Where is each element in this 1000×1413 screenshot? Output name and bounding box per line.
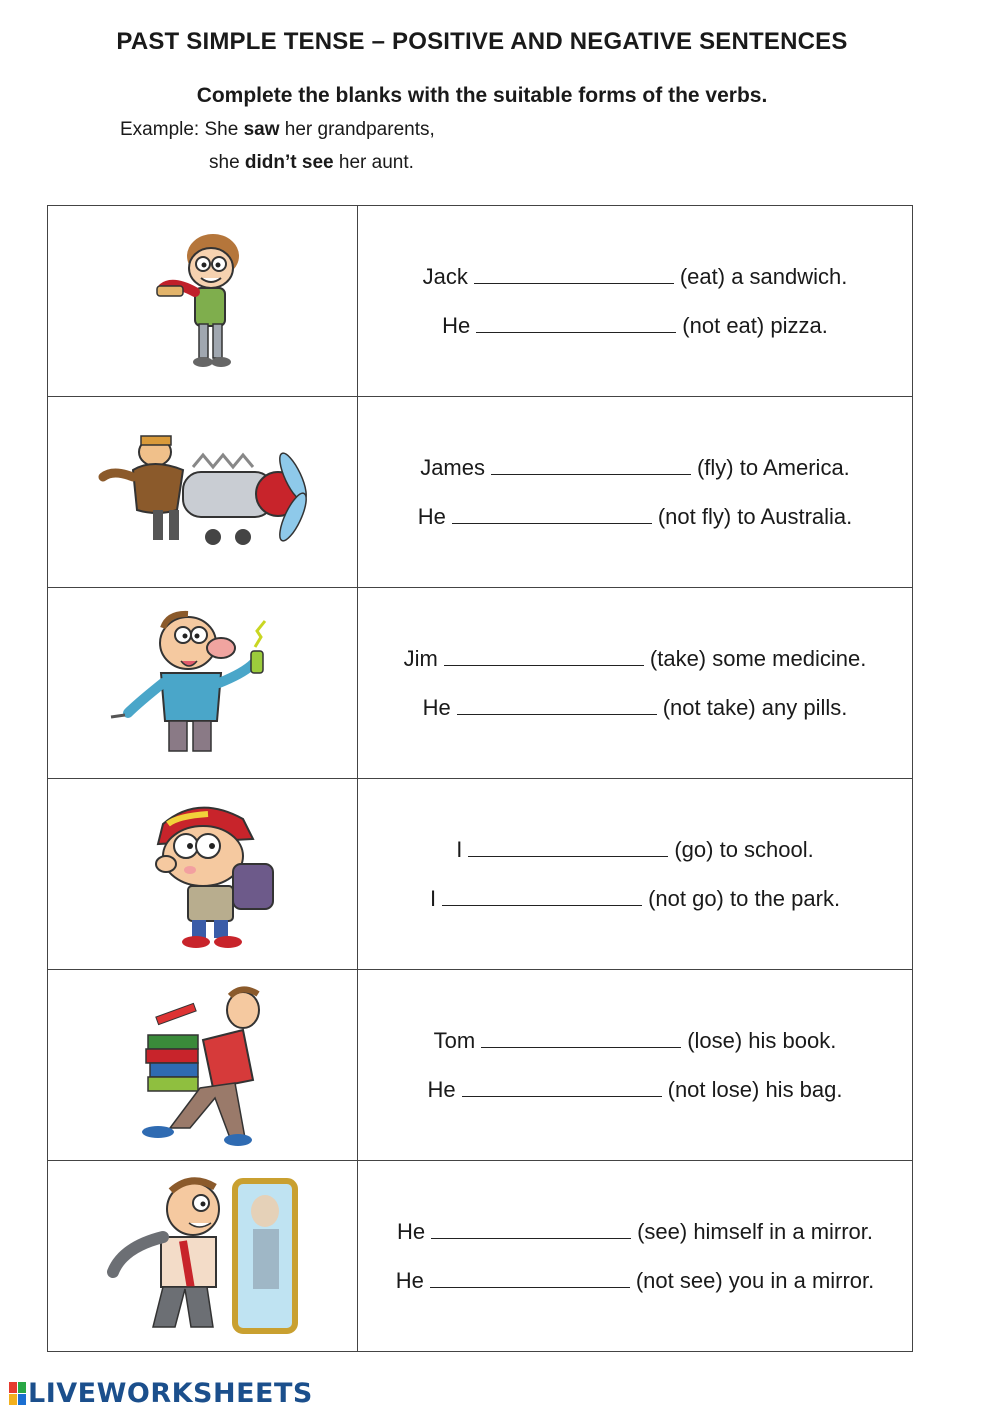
- exercise-row: [48, 779, 913, 970]
- negative-sentence: He (not take) any pills.: [358, 683, 912, 732]
- liveworksheets-logo[interactable]: [8, 1378, 313, 1409]
- sentence-cell: [358, 1161, 913, 1352]
- exercise-row: [48, 970, 913, 1161]
- liveworksheets-icon: [8, 1382, 26, 1406]
- picture-cell: [48, 206, 358, 397]
- worksheet-title: PAST SIMPLE TENSE – POSITIVE AND NEGATIVE SENTENCES: [116, 28, 848, 55]
- answer-blank[interactable]: [457, 692, 657, 715]
- negative-sentence: He (not lose) his bag.: [358, 1065, 912, 1114]
- picture-cell: [48, 970, 358, 1161]
- picture-cell: [48, 1161, 358, 1352]
- sentence-cell: [358, 779, 913, 970]
- answer-blank[interactable]: [442, 883, 642, 906]
- answer-blank[interactable]: [444, 643, 644, 666]
- exercise-row: [48, 397, 913, 588]
- picture-cell: [48, 779, 358, 970]
- picture-cell: [48, 397, 358, 588]
- instruction-text: Complete the blanks with the suitable forms of the verbs.: [196, 84, 768, 107]
- answer-blank[interactable]: [481, 1025, 681, 1048]
- answer-blank[interactable]: [476, 310, 676, 333]
- example-line-1: Example: She saw her grandparents,: [120, 119, 435, 140]
- positive-sentence: Jack (eat) a sandwich.: [358, 252, 912, 301]
- negative-sentence: I (not go) to the park.: [358, 874, 912, 923]
- exercise-row: [48, 206, 913, 397]
- negative-sentence: He (not eat) pizza.: [358, 301, 912, 350]
- exercise-table: [47, 205, 913, 1352]
- sentence-cell: [358, 397, 913, 588]
- man-taking-medicine-illustration: [103, 603, 303, 763]
- negative-sentence: He (not fly) to Australia.: [358, 492, 912, 541]
- answer-blank[interactable]: [462, 1074, 662, 1097]
- man-flying-airplane-illustration: [93, 422, 313, 562]
- answer-blank[interactable]: [452, 501, 652, 524]
- picture-cell: [48, 588, 358, 779]
- boy-going-to-school-illustration: [108, 794, 298, 954]
- positive-sentence: James (fly) to America.: [358, 443, 912, 492]
- exercise-row: [48, 588, 913, 779]
- answer-blank[interactable]: [431, 1216, 631, 1239]
- negative-sentence: He (not see) you in a mirror.: [358, 1256, 912, 1305]
- sentence-cell: [358, 970, 913, 1161]
- positive-sentence: Tom (lose) his book.: [358, 1016, 912, 1065]
- sentence-cell: [358, 588, 913, 779]
- answer-blank[interactable]: [430, 1265, 630, 1288]
- positive-sentence: I (go) to school.: [358, 825, 912, 874]
- answer-blank[interactable]: [474, 261, 674, 284]
- boy-eating-sandwich-illustration: [133, 226, 273, 376]
- answer-blank[interactable]: [468, 834, 668, 857]
- answer-blank[interactable]: [491, 452, 691, 475]
- exercise-row: [48, 1161, 913, 1352]
- example-line-2: she didn’t see her aunt.: [209, 152, 414, 173]
- positive-sentence: He (see) himself in a mirror.: [358, 1207, 912, 1256]
- brand-name: LIVEWORKSHEETS: [28, 1378, 313, 1409]
- man-carrying-books-illustration: [118, 980, 288, 1150]
- positive-sentence: Jim (take) some medicine.: [358, 634, 912, 683]
- man-looking-in-mirror-illustration: [93, 1171, 313, 1341]
- sentence-cell: [358, 206, 913, 397]
